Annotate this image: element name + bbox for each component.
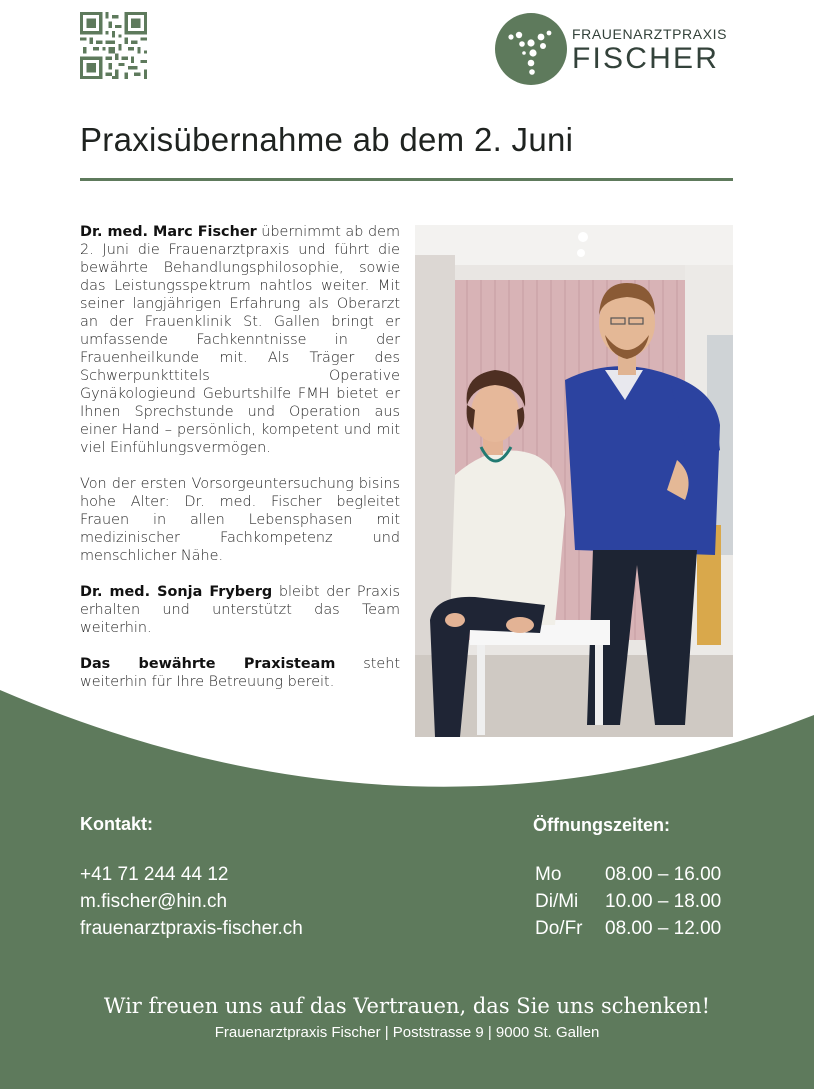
hours-day: Mo	[535, 864, 562, 885]
doctors-photo	[415, 225, 733, 737]
qr-code-icon[interactable]	[80, 12, 147, 79]
uterus-logo-icon	[495, 13, 567, 85]
intro-text	[80, 223, 400, 709]
brand-name-bottom: FISCHER	[572, 42, 720, 75]
hours-time: 08.00 – 16.00	[605, 864, 722, 885]
opening-hours-title: Öffnungszeiten:	[533, 815, 670, 835]
intro-paragraph-3: Dr. med. Sonja Fryberg bleibt der Praxis erhalten und unterstützt das Team weiterhin.	[80, 584, 400, 636]
hours-day: Di/Mi	[535, 891, 579, 912]
hours-time: 08.00 – 12.00	[605, 918, 722, 939]
contact-email[interactable]: m.fischer@hin.ch	[80, 891, 228, 912]
doctor-name-fryberg: Dr. med. Sonja Fryberg	[80, 584, 273, 600]
doctor-name-fischer: Dr. med. Marc Fischer	[80, 224, 257, 240]
hours-day: Do/Fr	[535, 918, 583, 939]
hours-row	[535, 888, 721, 915]
hours-row	[535, 861, 721, 888]
intro-paragraph-4: Das bewährte Praxisteam steht weiterhin für Ihre Betreuung bereit.	[80, 656, 400, 690]
intro-paragraph-2: Von der ersten Vorsorgeuntersuchung bisins hohe Alter: Dr. med. Fischer begleitet Frauen in allen Lebensphasen mit medizinischer Fachkompetenz und menschlicher Nähe.	[80, 476, 400, 564]
title-divider	[80, 178, 733, 181]
brand-name-top: FRAUENARZTPRAXIS	[572, 26, 728, 42]
contact-website[interactable]: frauenarztpraxis-fischer.ch	[80, 918, 303, 939]
contact-phone[interactable]: +41 71 244 44 12	[80, 864, 229, 885]
team-label: Das bewährte Praxisteam	[80, 656, 336, 672]
opening-hours-table	[535, 861, 721, 942]
hours-row	[535, 915, 721, 942]
page-title: Praxisübernahme ab dem 2. Juni	[80, 121, 574, 158]
contact-details	[80, 861, 303, 942]
contact-title: Kontakt:	[80, 814, 153, 834]
hours-time: 10.00 – 18.00	[605, 891, 722, 912]
tagline: Wir freuen uns auf das Vertrauen, das Sie uns schenken!	[103, 994, 711, 1018]
brand-logo[interactable]	[495, 13, 727, 85]
footer-address: Frauenarztpraxis Fischer | Poststrasse 9 | 9000 St. Gallen	[214, 1024, 600, 1041]
intro-paragraph-1: Dr. med. Marc Fischer übernimmt ab dem 2. Juni die Frauenarztpraxis und führt die bewährte Behandlungsphilosophie, sowie das Leistungsspektrum nahtlos weiter. Mit seiner langjährigen Erfahrung als Oberarzt an der Frauenklinik St. Gallen bringt er umfassende Fachkenntnisse in der Frauenheilkunde mit. Als Träger des Schwerpunkttitels Operative Gynäkologieund Geburtshilfe FMH bietet er Ihnen Sprechstunde und Operation aus einer Hand – persönlich, kompetent und mit viel Einfühlungsvermögen.	[80, 224, 400, 456]
